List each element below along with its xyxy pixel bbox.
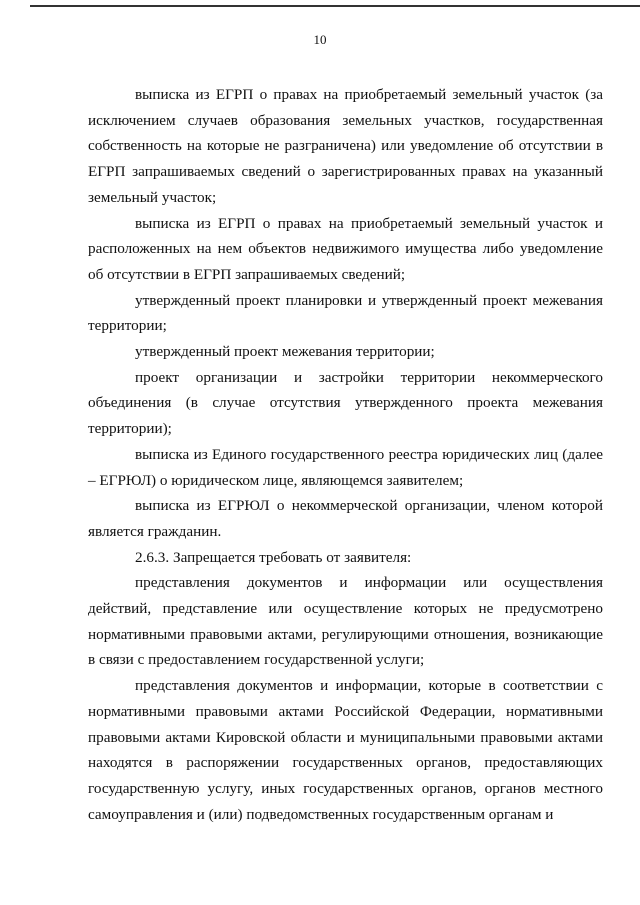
paragraph-survey-project: утвержденный проект межевания территории; xyxy=(135,343,435,361)
top-border-line xyxy=(30,5,640,7)
paragraph-prohibition-documents-actions: представления документов и информации или осуществления действий, представление или осуществление которых не предусмотрено нормативными правовыми актами, регулирующими отношения, возникающие в связи с предоставлением государственной услуги; xyxy=(88,574,603,669)
paragraph-planning-and-survey-project: утвержденный проект планировки и утвержденный проект межевания территории; xyxy=(88,291,603,335)
paragraph-section-2-6-3-heading: 2.6.3. Запрещается требовать от заявителя: xyxy=(135,548,412,566)
paragraph-egrul-extract-nonprofit: выписка из ЕГРЮЛ о некоммерческой организации, членом которой является гражданин. xyxy=(88,497,603,540)
paragraph-organization-project: проект организации и застройки территории некоммерческого объединения (в случае отсутствия утвержденного проекта межевания территории); xyxy=(88,368,603,438)
paragraph-egrp-land-and-real-estate-extract: выписка из ЕГРП о правах на приобретаемый земельный участок и расположенных на нем объектов недвижимого имущества либо уведомление об отсутствии в ЕГРП запрашиваемых сведений; xyxy=(88,214,603,283)
page-number: 10 xyxy=(313,32,327,47)
paragraph-egrul-extract-applicant: выписка из Единого государственного реестра юридических лиц (далее – ЕГРЮЛ) о юридическом лице, являющемся заявителем; xyxy=(88,445,603,489)
paragraph-prohibition-documents-in-possession: представления документов и информации, которые в соответствии с нормативными правовыми актами Российской Федерации, нормативными правовыми актами Кировской области и муниципальными правовыми актами находятся в распоряжении государственных органов, предоставляющих государственную услугу, иных государственных органов, органов местного самоуправления и (или) подведомственных государственным органам и xyxy=(88,677,603,823)
paragraph-egrp-land-plot-extract: выписка из ЕГРП о правах на приобретаемый земельный участок (за исключением случаев образования земельных участков, государственная собственность на которые не разграничена) или уведомление об отсутствии в ЕГРП запрашиваемых сведений о зарегистрированных правах на указанный земельный участок; xyxy=(88,86,603,206)
document-body xyxy=(88,82,603,827)
